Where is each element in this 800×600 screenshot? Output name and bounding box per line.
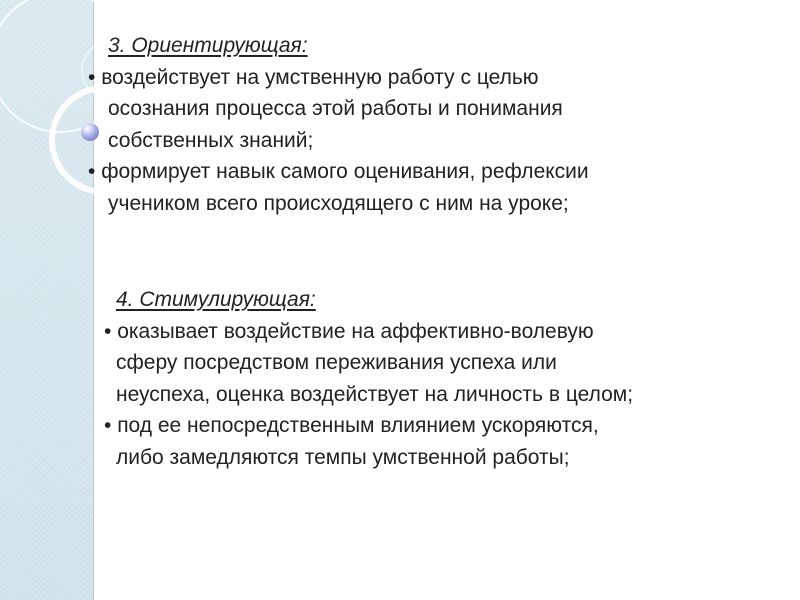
bullet-line: • формирует навык самого оценивания, рефлексии (88, 160, 589, 183)
bullet-line: • оказывает воздействие на аффективно-волевую (104, 319, 594, 343)
bullet-item (104, 316, 633, 411)
bullet-line: либо замедляются темпы умственной работы; (116, 445, 570, 469)
section-4-heading: 4. Стимулирующая: (116, 288, 316, 311)
section-3-heading: 3. Ориентирующая: (108, 34, 308, 57)
bullet-line: • под ее непосредственным влиянием ускоряются, (104, 414, 599, 437)
bullet-dot-icon: • (104, 414, 118, 437)
decorative-side-panel (0, 0, 94, 600)
section-orienting (88, 30, 589, 219)
bullet-line: неуспеха, оценка воздействует на личность в целом; (116, 382, 634, 406)
bullet-line: сферу посредством переживания успеха или (116, 351, 557, 374)
section-stimulating (104, 284, 633, 473)
bullet-line: учеником всего происходящего с ним на уроке; (108, 191, 569, 215)
bullet-dot-icon: • (104, 319, 118, 343)
bullet-item (104, 410, 633, 473)
bullet-item (88, 62, 589, 157)
bullet-item (88, 156, 589, 219)
bullet-line: • воздействует на умственную работу с целью (88, 65, 539, 89)
bullet-dot-icon: • (88, 160, 102, 183)
bullet-dot-icon: • (88, 65, 102, 89)
bullet-line: осознания процесса этой работы и понимания (108, 97, 563, 120)
bullet-line: собственных знаний; (108, 128, 314, 152)
